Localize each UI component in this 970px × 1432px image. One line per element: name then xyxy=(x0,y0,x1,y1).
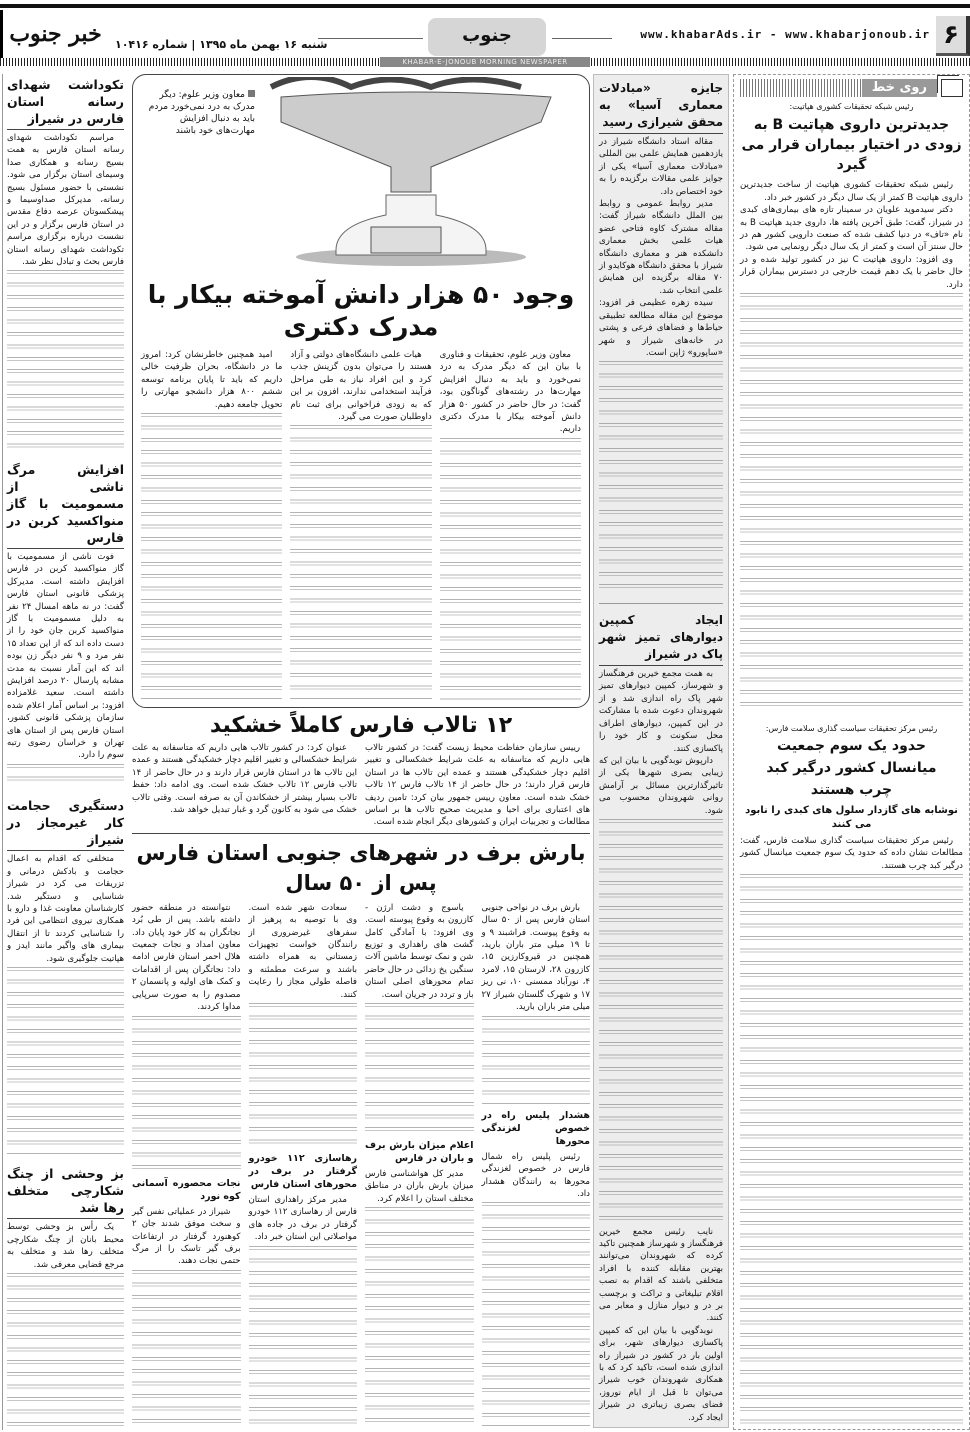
body-text xyxy=(290,425,431,701)
box-headline: ایجاد کمپین دیوارهای تمیز شهر پاک در شیراز xyxy=(599,610,723,666)
paragraph: شیراز در عملیاتی نفس گیر و سخت موفق شدند جان ۲ کوهنورد گرفتار در ارتفاعات برف گیر تاسک را از مرگ حتمی نجات دهند. xyxy=(132,1206,241,1267)
mid-column xyxy=(593,74,729,1428)
pull-quote xyxy=(143,89,255,137)
divider xyxy=(132,833,590,834)
brief-headline: بز وحشی از چنگ شکارچی متخلف رها شد xyxy=(7,1163,124,1219)
paragraph: معاون وزیر علوم، تحقیقات و فناوری با بیان این که دیگر مدرک به درد نمی‌خورد و باید به دنبال افزایش مهارت‌ها در رشته‌های گوناگون بود، گفت: در حال حاضر در کشور ۵۰ هزار دانش آموخته بیکار با مدرک دکتری داریم. xyxy=(439,350,582,435)
body-text xyxy=(132,1270,241,1428)
snow-headline: بارش برف در شهرهای جنوبی استان فارس پس از ۵۰ سال xyxy=(136,840,586,895)
top-rule xyxy=(0,4,970,8)
article-subheadline: نوشابه های گازدار سلول های کبدی را نابود می کنند xyxy=(745,805,958,830)
label-stripes xyxy=(740,79,862,97)
body-text xyxy=(440,438,581,701)
article-headline: جدیدترین داروی هپاتیت B به زودی در اختیار بیماران قرار می گیرد xyxy=(741,117,962,174)
story-column xyxy=(141,349,282,701)
box-headline: جایزه «مبادلات معماری آسیا» به محقق شیرازی رسید xyxy=(599,78,723,134)
paragraph: مدیر روابط عمومی و روابط بین الملل دانشگاه شیراز گفت: مقاله مشترک کاوه فتاحی عضو هیات علمی بخش معماری دانشکده هنر و معماری دانشگاه شیراز با محقق دانشگاه هوکایدو از ۷۰ مقاله برگزیده این همایش علمی انتخاب شد. xyxy=(599,199,723,296)
header-rule xyxy=(318,38,423,39)
story-column xyxy=(440,349,581,701)
body-text xyxy=(365,1003,474,1136)
newspaper-logo xyxy=(0,10,108,60)
paragraph: سعادت شهر شده است. وی با توصیه به پرهیز از سفرهای غیرضروری از رانندگان خواست تجهیزات زمستانی به همراه داشته باشند و سرعت مطمئنه و فاصله طولی مجاز را رعایت کنند. xyxy=(248,902,357,1000)
story-column xyxy=(132,742,357,829)
snow-columns xyxy=(132,902,590,1428)
subheadline: هشدار پلیس راه در خصوص لغزندگی محورها xyxy=(481,1109,590,1147)
right-column xyxy=(733,74,970,1430)
story-column xyxy=(365,902,474,1428)
funnel-bottle-illustration xyxy=(261,77,561,267)
paragraph: یاسوج و دشت ارژن - کازرون به وقوع پیوسته است. وی افزود: با آمادگی کامل گشت های راهداری و توزیع شن و نمک توسط ماشین آلات سنگین یخ زدائی در حال حاضر تمام محورهای اصلی استان باز و تردد در جریان است. xyxy=(365,902,474,1000)
header-rule xyxy=(552,38,612,39)
paragraph: به همت مجمع خیرین فرهنگساز و شهرساز، کمپین دیوارهای تمیز شهر پاک راه اندازی شد و از شهروندان دعوت شده با مشارکت در این کمپین، دیوارهای اطراف محل سکونت و کار خود را پاکسازی کنند. xyxy=(599,669,723,754)
subheadline: رهاسازی ۱۱۲ خودرو گرفتار در برف در محورهای استان فارس xyxy=(248,1153,357,1190)
subheadline: نجات محصوره آسمانی کوه نورد xyxy=(132,1177,241,1202)
body-text xyxy=(482,1202,591,1428)
lower-center xyxy=(132,712,590,1428)
paragraph: رییس سازمان حفاظت محیط زیست گفت: در کشور تالاب هایی داریم که متاسفانه به علت شرایط خشکسالی و تغییر اقلیم دچار خشکیدگی هستند و عمده این تالاب ها در استان فارس قرار دارند؛ در حال حاضر از ۱۴ تالاب فارس ۱۲ تالاب خشک شده است. معاون رییس جمهور بیان کرد: تامین ردیف های اعتباری برای احیا و مدیریت صحیح تالاب ها بر اساس مطالعات و تجربیات ایران و کشورهای دیگر انجام شده است. xyxy=(365,743,590,828)
website-urls: www.khabarAds.ir - www.khabarjonoub.ir xyxy=(640,28,930,41)
body-text xyxy=(740,874,963,1425)
story-column xyxy=(482,902,591,1428)
issue-date: شنبه ۱۶ بهمن ماه ۱۳۹۵ | شماره ۱۰۴۱۶ xyxy=(115,38,328,51)
paragraph: امید همچنین خاطرنشان کرد: امروز ما در دانشگاه، بحران ظرفیت خالی داریم که باید تا پایان برنامه توسعه ششم ۸۰۰ هزار دانشجو مهارتی را تحویل جامعه دهیم. xyxy=(141,350,283,410)
body-text xyxy=(482,1016,591,1106)
logo-text: خبر جنوب xyxy=(9,21,102,47)
body-text xyxy=(740,293,963,711)
main-story xyxy=(132,74,590,708)
brief-headline: تکوداشت شهدای رسانه استان فارس در شیراز xyxy=(7,74,124,130)
story-column xyxy=(290,349,431,701)
body-text xyxy=(599,361,723,595)
story-column xyxy=(249,902,358,1428)
body-text xyxy=(7,270,124,451)
paragraph: نوبدگویی با بیان این که کمپین پاکسازی دیوارهای شهر، برای اولین بار در کشور در شیراز راه اندازی شده است، تاکید کرد که با همکاری شهروندان خوب شیراز می‌توان تا قبل از ایام نوروز، فضای بصری زیباتری در شیراز ایجاد کرد. xyxy=(599,1325,723,1423)
brief-headline: دستگیری حجامت کار غیرمجاز در شیراز xyxy=(7,795,124,851)
story-column xyxy=(132,902,241,1428)
wetlands-headline: ۱۲ تالاب فارس کاملاً خشکید xyxy=(209,713,513,738)
left-column xyxy=(2,74,128,1430)
band-label: KHABAR-E-JONOUB MORNING NEWSPAPER xyxy=(380,57,590,67)
body-text xyxy=(7,967,124,1155)
body-text xyxy=(132,1016,241,1174)
paragraph: وی افزود: داروی هپاتیت C نیز در کشور تولید شده و در حال حاضر با یک دهم قیمت خارجی در دسترس بیماران قرار دارد. xyxy=(740,254,963,290)
story-column xyxy=(365,742,590,829)
paragraph: مقاله استاد دانشگاه شیراز در یازدهمین همایش علمی بین المللی «مبادلات معماری آسیا» یکی از جوایز علمی مقالات برگزیده را به خود اختصاص داد. xyxy=(599,137,723,197)
paragraph: مدیر کل هواشناسی فارس میزان بارش باران در مناطق مختلف استان را اعلام کرد. xyxy=(365,1168,474,1204)
body-text xyxy=(365,1207,474,1428)
main-headline: وجود ۵۰ هزار دانش آموخته بیکار با مدرک دکتری xyxy=(147,280,575,341)
section-label: روی خط xyxy=(862,79,937,97)
paragraph: دارپوش نوبدگویی با بیان این که زیبایی بصری شهرها یکی از تاثیرگذارترین مسائل بر آرامش روانی شهروندان محسوب می شود. xyxy=(599,755,723,816)
paragraph: مراسم تکوداشت شهدای رسانه استان فارس به همت بسیج رسانه و همکاری صدا وسیمای استان برگزار می شود. نشستی با حضور مسئول بسیج رسانه، مدیرکل صداوسیما و پیشکسوتان عرصه دفاع مقدس در استان فارس برگزار و در این نشست درباره برگزاری مراسم تکوداشت شهدای رسانه استان فارس بحث و تبادل نظر شد. xyxy=(7,133,124,268)
paragraph: رئیس شبکه تحقیقات کشوری هپاتیت از ساخت جدیدترین داروی هپاتیت B کمتر از یک سال دیگر در کشور خبر داد. xyxy=(740,180,963,203)
body-text xyxy=(249,1246,358,1428)
paragraph: رئیس مرکز تحقیقات سیاست گذاری سلامت فارس، گفت: مطالعات نشان داده که حدود یک سوم جمعیت میانسال کشور درگیر کبد چرب هستند. xyxy=(740,836,963,871)
paragraph: نتوانسته در منطقه حضور داشته باشد. پس از طی بُرد نجاتگران به کار خود پایان داد. معاون امداد و نجات جمعیت هلال احمر استان فارس ادامه داد: نجاتگران پس از اقدامات و کمک های اولیه و پانسمان ۲ مصدوم را به صورت سرپایی مداوا کردند. xyxy=(132,902,241,1013)
paragraph: عنوان کرد: در کشور تالاب هایی داریم که متاسفانه به علت شرایط خشکسالی و تغییر اقلیم دچار خشکیدگی هستند و عمده این تالاب ها در استان فارس قرار دارند و در حال حاضر از ۱۴ تالاب فارس ۱۲ تالاب خشک شده است. وی ادامه داد: حفظ تالاب بسیار بیشتر از خشکاندن آن به صرفه است. وقتی تالاب خشک می شود به کانون گرد و غبار تبدیل خواهد شد. xyxy=(132,743,357,816)
paragraph: سیده زهره عظیمی فر افزود: موضوع این مقاله مطالعه تطبیقی حیاط‌ها و فضاهای فرعی و پشتی در خانه‌های شیراز و شهر «ساپورو» ژاپن است. xyxy=(599,298,723,358)
section-title: جنوب xyxy=(428,18,546,56)
body-text xyxy=(249,1003,358,1149)
bullet-icon xyxy=(248,90,255,97)
illustration-area xyxy=(133,75,589,275)
body-text xyxy=(7,764,124,788)
brief-headline: افزایش مرگ ناشی از مسمومیت با گاز منواکسید کربن در فارس xyxy=(7,459,124,549)
pull-quote-text: معاون وزیر علوم: دیگر مدرک به درد نمی‌خورد مردم باید به دنبال افزایش مهارت‌های خود باشند xyxy=(148,90,255,136)
kicker: رئیس مرکز تحقیقات سیاست گذاری سلامت فارس: xyxy=(765,723,938,733)
paragraph: هیات علمی دانشگاه‌های دولتی و آزاد هستند را می‌توان بدون گزینش جذب کرد و این افراد نیاز به طی مراحل فرآیند استخدامی ندارند، افزون بر این که به زودی فراخوانی برای ثبت نام داوطلبان صورت می گیرد. xyxy=(290,350,432,423)
paragraph: دکتر سیدموید علویان در سمینار تازه های بیماری‌های کبدی در شیراز، گفت: طبق آخرین یافته ها، داروی جدید هپاتیت B به نام «تاف» در دنیا کشف شده که صنعت دارویی کشور هم در حال سنتز آن است و کمتر از یک سال دیگر رونمایی می شود. xyxy=(740,205,963,253)
paragraph: بارش برف در نواحی جنوبی استان فارس پس از ۵۰ سال به وقوع پیوست. فراشبند ۹ و تا ۱۹ میلی متر باران بارید، همچنین در قیروکارزین ۱۵، کازرون ۲۸، لارستان ۱۵، لامرد ۴، نورآباد ممسنی ۱۰، نی ریز ۱۷ و شهرک گلستان شیراز ۲۷ میلی متر باران بارید. xyxy=(481,902,591,1013)
subheadline: اعلام میزان بارش برف و باران در فارس xyxy=(365,1139,474,1164)
paragraph: رئیس پلیس راه شمال فارس در خصوص لغزندگی محورها به رانندگان هشدار داد. xyxy=(481,1151,590,1199)
kicker: رئیس شبکه تحقیقات کشوری هپاتیت: xyxy=(789,102,914,111)
paragraph: فوت ناشی از مسمومیت با گاز منواکسید کربن در فارس افزایش داشته است. مدیرکل پزشکی قانونی استان فارس گفت: در نه ماهه امسال ۲۴ نفر به دلیل مسمومیت با گاز منواکسید کربن جان خود را از دست داده اند که از این تعداد ۱۵ نفر مرد و ۹ نفر دیگر زن بوده اند که این آمار نسبت به مدت مشابه پارسال ۲۰ درصد افزایش داشته است. سعید غلامزاده افزود: بر اساس آمار اعلام شده سازمان پزشکی قانونی کشور، استان فارس پس از استان های تهران و خراسان رضوی رتبه سوم را دارد. xyxy=(7,551,124,761)
paragraph: مدیر مرکز راهداری استان فارس از رهاسازی ۱۱۲ خودرو گرفتار در برف در جاده های مواصلاتی این استان خبر داد. xyxy=(248,1195,357,1243)
article-headline: حدود یک سوم جمعیت میانسال کشور درگیر کبد چرب هستند xyxy=(766,738,937,798)
paragraph: متخلفی که اقدام به اعمال حجامت و بادکش درمانی و تزریقات می کرد در شیراز شناسایی و دستگیر شد. کارشناسان معاونت غذا و دارو با همکاری نیروی انتظامی این فرد را شناسایی کردند تا از انتقال بیماری های واگیر مانند ایدز و هپاتیت جلوگیری شود. xyxy=(7,854,124,964)
paragraph: یک رأس بز وحشی توسط محیط بانان از چنگ شکارچی متخلف رها شد و متخلف به مرجع قضایی معرفی شد. xyxy=(7,1222,124,1270)
body-text xyxy=(7,1273,124,1430)
paragraph: نایب رئیس مجمع خیرین فرهنگساز و شهرساز همچنین تاکید کرده که شهروندان می‌توانند بهترین مقابله کننده با افراد متخلفی باشند که اقدام به نصب اقلام تبلیغاتی و تراکت و برچسب بر در و دیوار منازل و معابر می کنند. xyxy=(599,1226,723,1324)
page-number: ۶ xyxy=(936,16,970,56)
body-text xyxy=(141,413,282,701)
pages-icon xyxy=(941,79,963,97)
body-text xyxy=(599,819,723,1226)
